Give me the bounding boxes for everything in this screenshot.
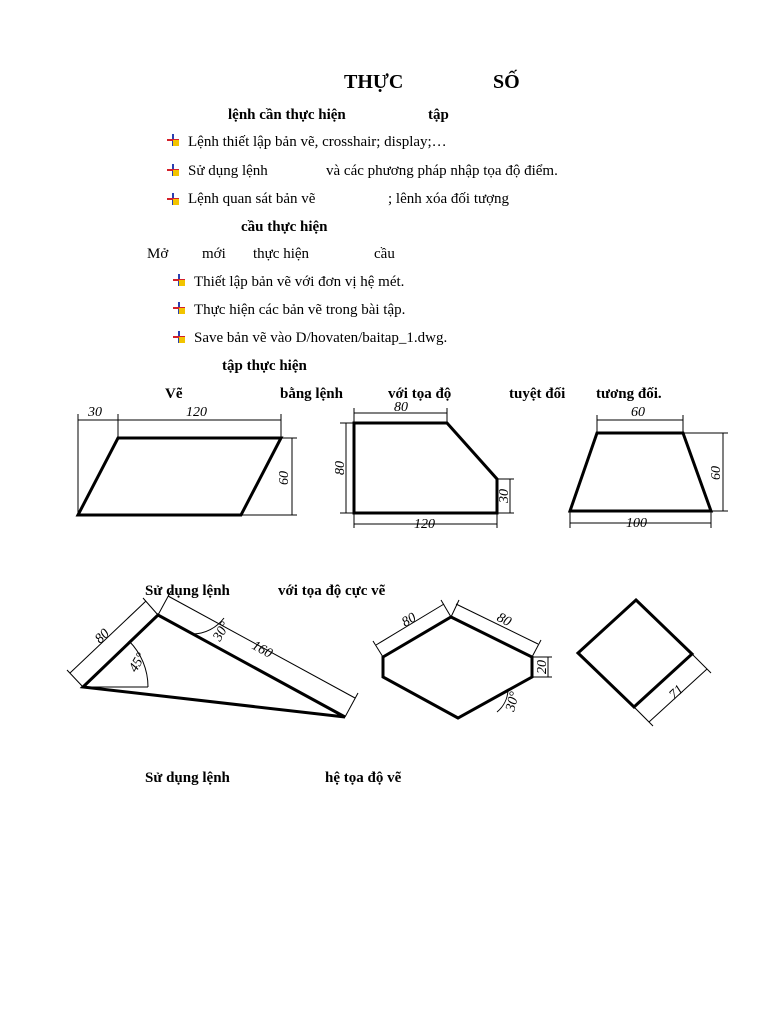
dim-label: 60 [277, 471, 292, 485]
dim-label: 80 [333, 461, 348, 475]
exercise2-text-2: với tọa độ cực vẽ [278, 583, 386, 599]
hexagon-drawing [373, 600, 552, 718]
section1-heading-suffix: tập [428, 107, 449, 123]
dim-label: 45° [126, 650, 150, 675]
dim-label: 60 [709, 466, 724, 480]
page-title-part2: SỐ [493, 71, 520, 93]
section1-heading: lệnh cần thực hiện [228, 107, 346, 123]
exercise3-text-1: Sử dụng lệnh [145, 770, 230, 786]
section2-bullet-2: Thực hiện các bản vẽ trong bài tập. [194, 302, 406, 318]
dim-label: 71 [666, 682, 687, 703]
section1-bullet-1: Lệnh thiết lập bản vẽ, crosshair; display;… [188, 134, 447, 150]
exercise1-text-3: với tọa độ [388, 386, 452, 402]
exercise1-text-4: tuyệt đối [509, 386, 566, 402]
dim-label: 80 [494, 610, 514, 631]
section1-bullet-3b: ; lênh xóa đối tượng [388, 191, 510, 207]
dim-label: 80 [399, 610, 420, 631]
dim-label: 30° [210, 619, 234, 644]
dim-label: 30 [88, 405, 102, 420]
exercise2-text-1: Sử dụng lệnh [145, 583, 230, 599]
dim-label: 80 [394, 400, 408, 415]
triangle-drawing [67, 591, 358, 717]
exercise1-text-5: tương đối. [596, 386, 662, 402]
section2-heading: cầu thực hiện [241, 219, 328, 235]
section1-bullet-3a: Lệnh quan sát bản vẽ [188, 191, 316, 207]
section2-bullet-3: Save bản vẽ vào D/hovaten/baitap_1.dwg. [194, 330, 448, 346]
dim-label: 20 [535, 660, 550, 674]
section3-heading: tập thực hiện [222, 358, 307, 374]
dim-label: 80 [92, 626, 113, 647]
dim-label: 30 [497, 489, 512, 503]
section2-intro-2: mới [202, 246, 226, 262]
dim-label: 120 [414, 517, 435, 532]
page-title-part1: THỰC [344, 71, 404, 93]
section1-bullet-2a: Sử dụng lệnh [188, 163, 268, 179]
parallelogram-drawing [78, 405, 297, 515]
dim-label: 30° [503, 690, 523, 714]
exercise1-text-1: Vẽ [165, 386, 183, 402]
dim-label: 160 [249, 638, 275, 662]
dim-label: 120 [186, 405, 207, 420]
square-drawing [578, 600, 711, 726]
dim-label: 100 [626, 516, 647, 531]
dim-label: 60 [631, 405, 645, 420]
section2-bullet-1: Thiết lập bản vẽ với đơn vị hệ mét. [194, 274, 405, 290]
section2-intro-3: thực hiện [253, 246, 310, 262]
exercise3-text-2: hệ tọa độ vẽ [325, 770, 402, 786]
trapezoid-drawing [570, 405, 728, 531]
exercise1-text-2: bằng lệnh [280, 386, 343, 402]
section2-intro-4: cầu [374, 246, 395, 262]
section2-intro-1: Mở [147, 246, 169, 262]
notched-rectangle-drawing [333, 400, 514, 532]
section1-bullet-2b: và các phương pháp nhập tọa độ điểm. [326, 163, 558, 179]
